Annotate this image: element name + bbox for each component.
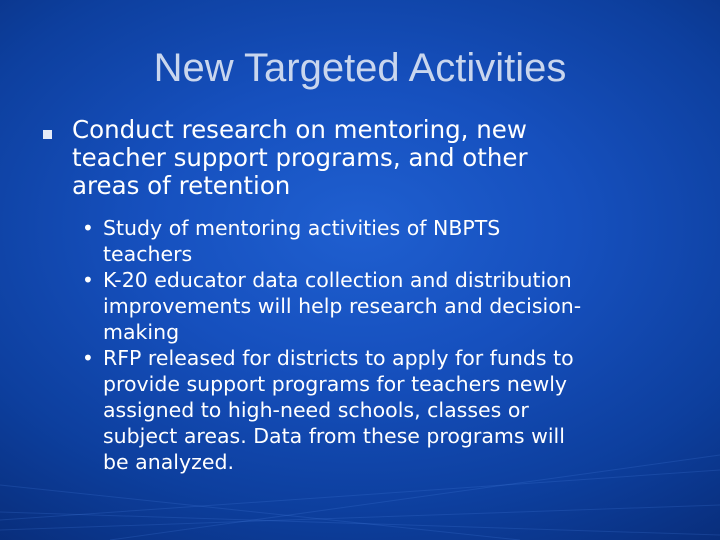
sub-bullet-text: Study of mentoring activities of NBPTS teachers — [103, 216, 501, 266]
square-bullet-icon — [43, 130, 52, 139]
sub-bullet-text: RFP released for districts to apply for funds to provide support programs for teachers newly assigned to high-need schools, classes or subject areas. Data from these programs will be analyzed. — [103, 346, 574, 474]
sub-bullet-text: K-20 educator data collection and distribution improvements will help research and decision- making — [103, 268, 582, 344]
sub-bullet-item — [82, 267, 682, 345]
bullet-dot-icon: • — [82, 268, 94, 292]
main-bullet-text: Conduct research on mentoring, new teacher support programs, and other areas of retention — [72, 115, 528, 200]
sub-bullet-list — [82, 215, 682, 475]
bullet-dot-icon: • — [82, 216, 94, 240]
sub-bullet-item — [82, 345, 682, 475]
sub-bullet-item — [82, 215, 682, 267]
bullet-dot-icon: • — [82, 346, 94, 370]
slide-title: New Targeted Activities — [153, 46, 567, 90]
